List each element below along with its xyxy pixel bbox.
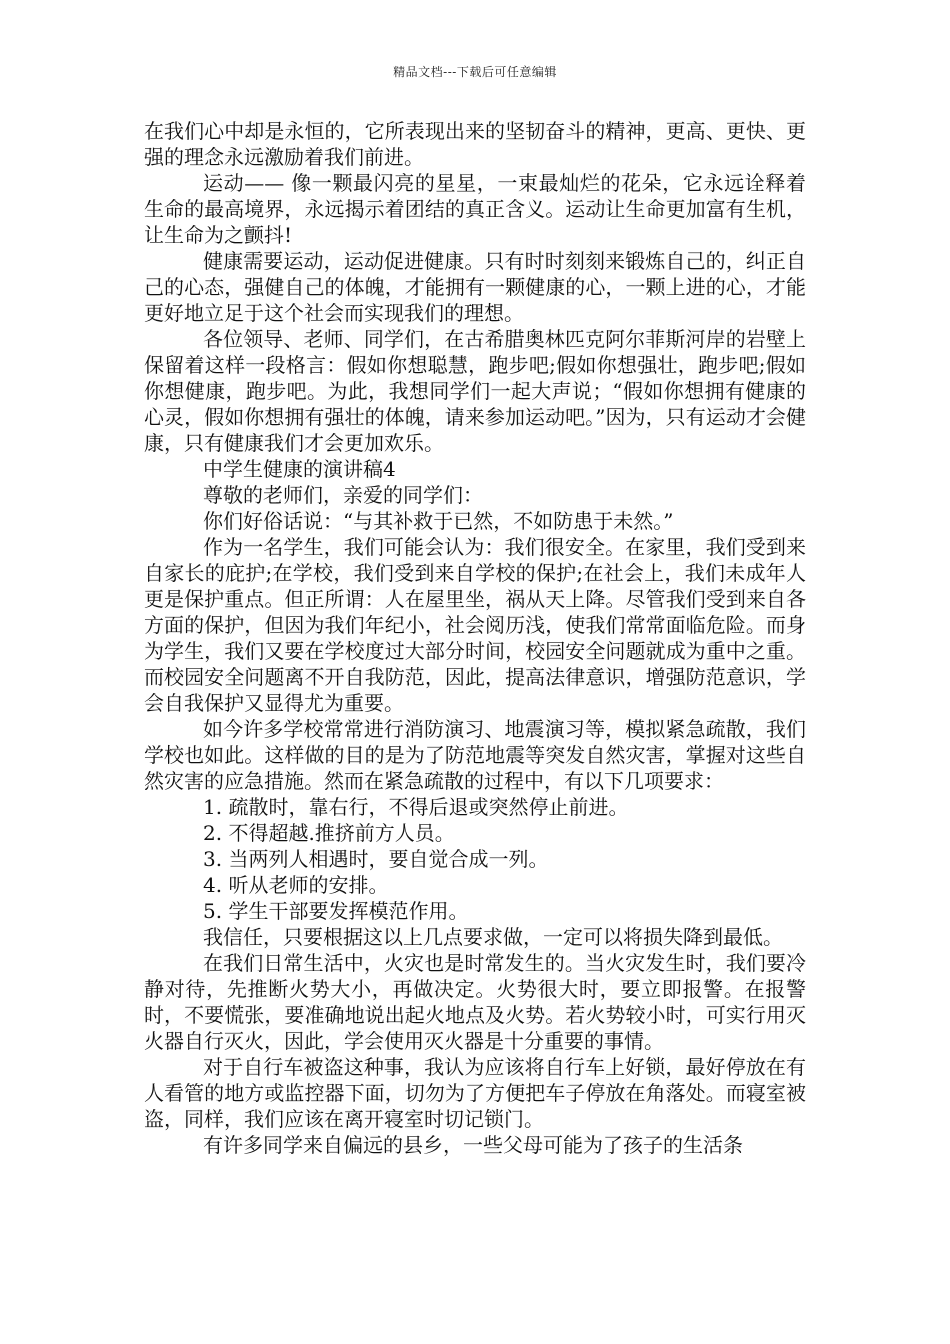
paragraph: 各位领导、老师、同学们，在古希腊奥林匹克阿尔菲斯河岸的岩壁上保留着这样一段格言：假如你想聪慧，跑步吧;假如你想强壮，跑步吧;假如你想健康，跑步吧。为此，我想同学们一起大声说；“假如你想拥有健康的心灵，假如你想拥有强壮的体魄，请来参加运动吧。”因为，只有运动才会健康，只有健康我们才会更加欢乐。 [144,327,806,455]
section-title: 中学生健康的演讲稿4 [203,457,396,481]
list-item: 3. 当两列人相遇时，要自觉合成一列。 [203,847,549,871]
paragraph: 我信任，只要根据这以上几点要求做，一定可以将损失降到最低。 [203,925,783,949]
paragraph: 作为一名学生，我们可能会认为：我们很安全。在家里，我们受到来自家长的庇护;在学校，我们受到来自学校的保护;在社会上，我们未成年人更是保护重点。但正所谓：人在屋里坐，祸从天上降。尽管我们受到来自各方面的保护，但因为我们年纪小，社会阅历浅，使我们常常面临危险。而身为学生，我们又要在学校度过大部分时间，校园安全问题就成为重中之重。而校园安全问题离不开自我防范，因此，提高法律意识，增强防范意识，学会自我保护又显得尤为重要。 [144,535,806,715]
list-item: 1. 疏散时，靠右行，不得后退或突然停止前进。 [203,795,629,819]
paragraph: 你们好俗话说：“与其补救于已然，不如防患于未然。” [203,509,674,533]
page-header: 精品文档---下载后可任意编辑 [393,65,557,79]
document-body [144,118,806,1158]
paragraph: 健康需要运动，运动促进健康。只有时时刻刻来锻炼自己的，纠正自己的心态，强健自己的体魄，才能拥有一颗健康的心，一颗上进的心，才能更好地立足于这个社会而实现我们的理想。 [144,249,806,325]
salutation: 尊敬的老师们，亲爱的同学们： [203,483,483,507]
paragraph: 运动—— 像一颗最闪亮的星星，一束最灿烂的花朵，它永远诠释着生命的最高境界，永远揭示着团结的真正含义。运动让生命更加富有生机，让生命为之颤抖! [144,171,806,247]
paragraph: 如今许多学校常常进行消防演习、地震演习等，模拟紧急疏散，我们学校也如此。这样做的目的是为了防范地震等突发自然灾害，掌握对这些自然灾害的应急措施。然而在紧急疏散的过程中，有以下几项要求： [144,717,806,793]
list-item: 5. 学生干部要发挥模范作用。 [203,899,469,923]
paragraph: 在我们心中却是永恒的，它所表现出来的坚韧奋斗的精神，更高、更快、更强的理念永远激励着我们前进。 [144,119,806,169]
paragraph: 在我们日常生活中，火灾也是时常发生的。当火灾发生时，我们要冷静对待，先推断火势大小，再做决定。火势很大时，要立即报警。在报警时，不要慌张，要准确地说出起火地点及火势。若火势较小时，可实行用灭火器自行灭火，因此，学会使用灭火器是十分重要的事情。 [144,951,806,1053]
list-item: 4. 听从老师的安排。 [203,873,389,897]
list-item: 2. 不得超越.推挤前方人员。 [203,821,455,845]
paragraph: 有许多同学来自偏远的县乡，一些父母可能为了孩子的生活条 [203,1133,743,1157]
paragraph: 对于自行车被盗这种事，我认为应该将自行车上好锁，最好停放在有人看管的地方或监控器下面，切勿为了方便把车子停放在角落处。而寝室被盗，同样，我们应该在离开寝室时切记锁门。 [144,1055,806,1131]
